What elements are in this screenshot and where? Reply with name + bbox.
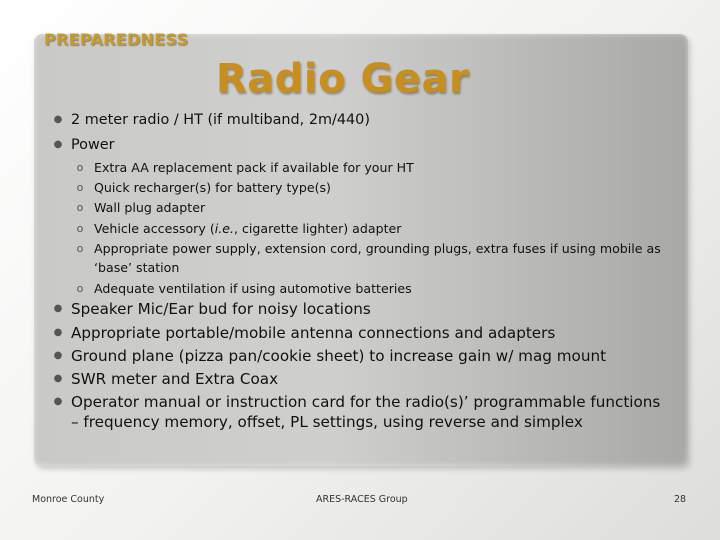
bullet-icon: ● <box>53 139 63 150</box>
circle-bullet-icon: o <box>76 282 84 295</box>
list-item-text: 2 meter radio / HT (if multiband, 2m/440) <box>71 112 370 128</box>
sub-list-item-text-start: Vehicle accessory ( <box>94 221 215 236</box>
bullet-icon: ● <box>53 396 63 407</box>
sub-list-item-text-end: , cigarette lighter) adapter <box>234 221 402 236</box>
list-item <box>53 346 671 366</box>
circle-bullet-icon: o <box>76 181 84 194</box>
sub-list-item <box>76 239 664 277</box>
sub-list-item <box>76 198 664 217</box>
bullet-icon: ● <box>53 114 63 125</box>
section-label: PREPAREDNESS <box>44 30 189 49</box>
sub-list-item-text: Extra AA replacement pack if available for your HT <box>94 160 414 175</box>
sub-list-item-text: Appropriate power supply, extension cord, grounding plugs, extra fuses if using mobile as ‘base’ station <box>94 241 661 275</box>
list-item-text: Power <box>71 137 115 153</box>
list-item <box>53 323 671 343</box>
list-item-text: Speaker Mic/Ear bud for noisy locations <box>71 300 371 318</box>
circle-bullet-icon: o <box>76 201 84 214</box>
list-item <box>53 299 671 319</box>
sub-list-item <box>76 279 664 298</box>
list-item <box>53 135 671 155</box>
sub-list-item <box>76 158 664 177</box>
list-item <box>53 369 671 389</box>
list-item <box>53 392 671 432</box>
bullet-icon: ● <box>53 350 63 361</box>
circle-bullet-icon: o <box>76 222 84 235</box>
sub-list-item <box>76 178 664 197</box>
footer-left-text: Monroe County <box>32 494 105 505</box>
list-item-text: Operator manual or instruction card for the radio(s)’ programmable functions – frequency memory, offset, PL settings, using reverse and simplex <box>71 393 661 431</box>
bullet-icon: ● <box>53 373 63 384</box>
list-item-text: SWR meter and Extra Coax <box>71 370 279 388</box>
footer-center-text: ARES-RACES Group <box>316 494 408 505</box>
page-number: 28 <box>674 494 687 505</box>
circle-bullet-icon: o <box>76 161 84 174</box>
sub-list-item <box>76 219 664 238</box>
list-item <box>53 110 671 130</box>
sub-list-item-text: Quick recharger(s) for battery type(s) <box>94 180 331 195</box>
sub-list-item-text-emphasis: i.e. <box>214 221 234 236</box>
sub-list-item-text: Adequate ventilation if using automotive batteries <box>94 281 412 296</box>
list-item-text: Appropriate portable/mobile antenna connections and adapters <box>71 324 556 342</box>
sub-list-item-text: Wall plug adapter <box>94 200 206 215</box>
bullet-icon: ● <box>53 327 63 338</box>
bullet-icon: ● <box>53 303 63 314</box>
list-item-text: Ground plane (pizza pan/cookie sheet) to increase gain w/ mag mount <box>71 347 607 365</box>
circle-bullet-icon: o <box>76 242 84 255</box>
slide-title: Radio Gear <box>216 56 470 102</box>
